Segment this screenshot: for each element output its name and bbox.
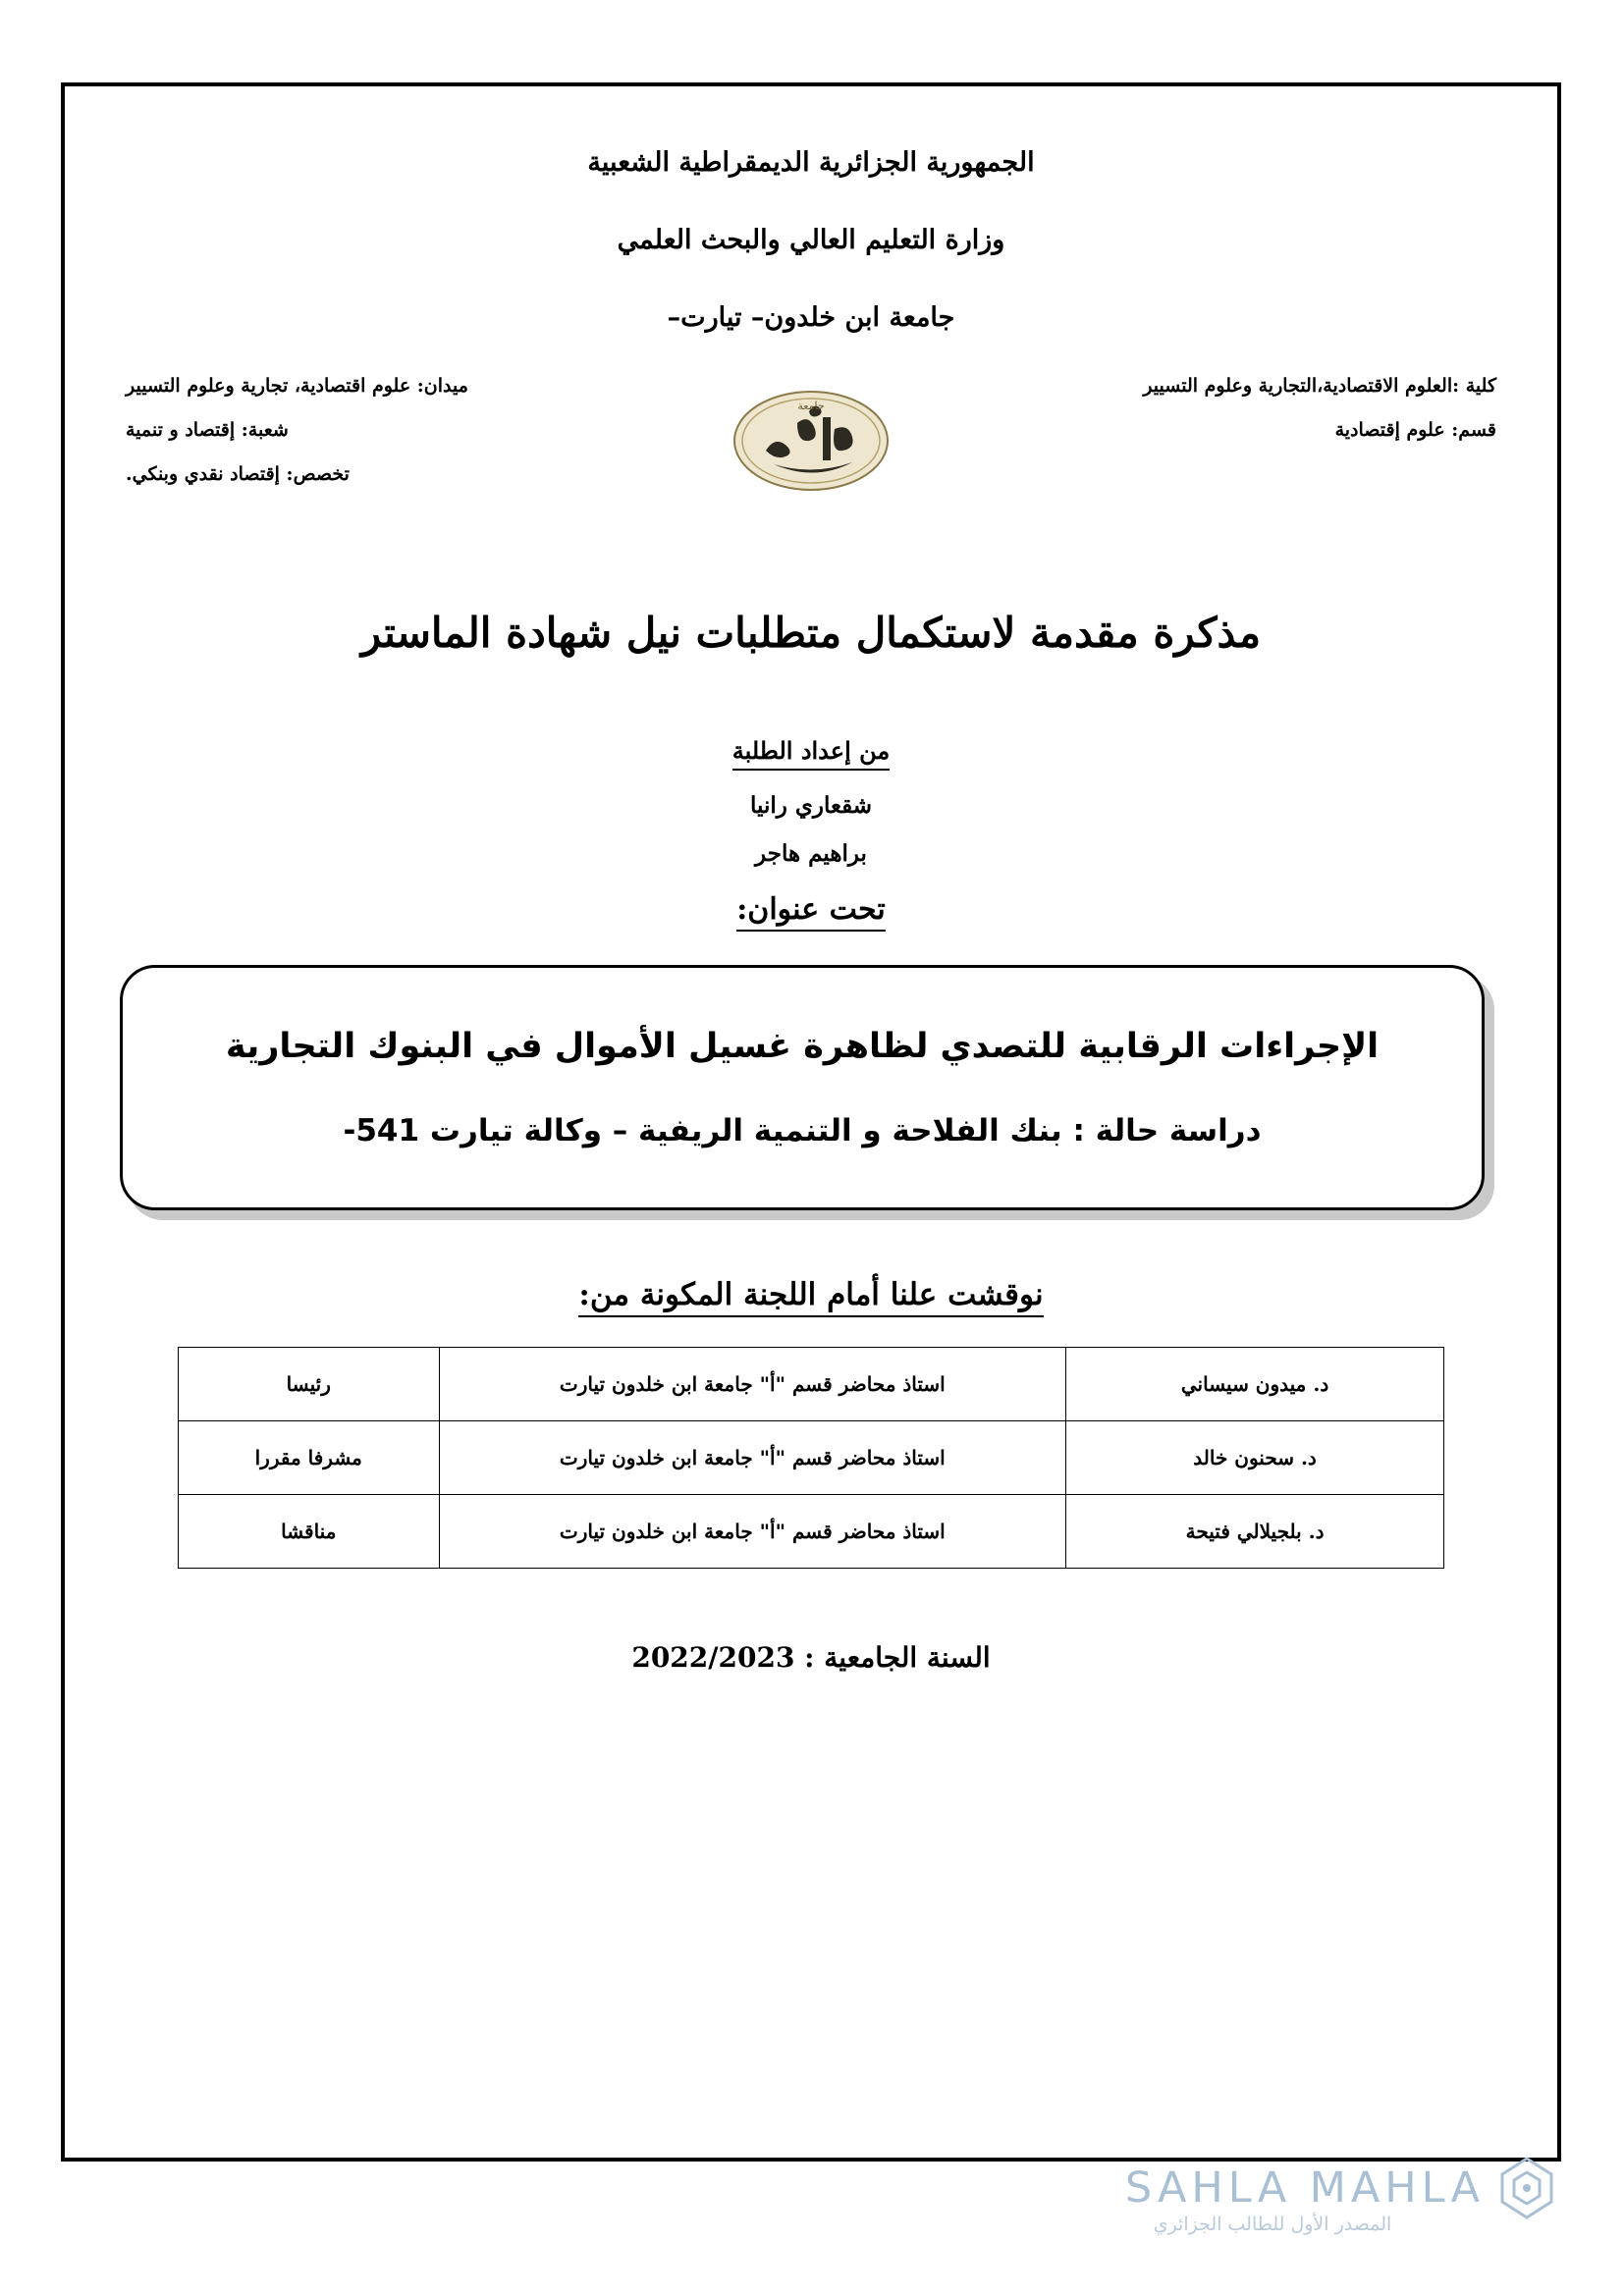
field-column xyxy=(120,364,548,496)
watermark-logo-icon xyxy=(1498,2157,1555,2219)
jury-label: نوقشت علنا أمام اللجنة المكونة من: xyxy=(578,1277,1043,1317)
ministry-line: وزارة التعليم العالي والبحث العلمي xyxy=(617,225,1005,256)
university-line: جامعة ابن خلدون– تيارت– xyxy=(667,302,955,334)
cover-content xyxy=(61,82,1561,2162)
jury-name: د. ميدون سيساني xyxy=(1066,1348,1444,1421)
republic-line: الجمهورية الجزائرية الديمقراطية الشعبية xyxy=(587,147,1035,178)
jury-name: د. بلجيلالي فتيحة xyxy=(1066,1495,1444,1569)
jury-role: مشرفا مقررا xyxy=(179,1421,440,1495)
jury-role: رئيسا xyxy=(179,1348,440,1421)
table-row xyxy=(179,1348,1444,1421)
watermark xyxy=(1045,2157,1555,2235)
speciality-line: تخصص: إقتصاد نقدي وبنكي. xyxy=(126,462,350,485)
svg-text:جامعة: جامعة xyxy=(797,400,825,413)
jury-role: مناقشا xyxy=(179,1495,440,1569)
table-row xyxy=(179,1495,1444,1569)
watermark-brand: SAHLA MAHLA xyxy=(1124,2163,1485,2213)
thesis-title-line1: الإجراءات الرقابية للتصدي لظاهرة غسيل الأموال في البنوك التجارية xyxy=(225,1027,1380,1067)
student-name-1: شقعاري رانيا xyxy=(750,792,872,820)
jury-rank: استاذ محاضر قسم "أ" جامعة ابن خلدون تيارت xyxy=(439,1348,1066,1421)
table-row xyxy=(179,1421,1444,1495)
jury-name: د. سحنون خالد xyxy=(1066,1421,1444,1495)
watermark-row xyxy=(1045,2157,1555,2219)
logo-container xyxy=(678,364,944,500)
under-title-label: تحت عنوان: xyxy=(736,892,886,932)
thesis-title-box xyxy=(120,965,1485,1210)
branch-line: شعبة: إقتصاد و تنمية xyxy=(126,418,289,441)
jury-rank: استاذ محاضر قسم "أ" جامعة ابن خلدون تيارت xyxy=(439,1421,1066,1495)
student-name-2: براهيم هاجر xyxy=(755,840,867,868)
academic-year: السنة الجامعية : 2022/2023 xyxy=(631,1641,991,1675)
faculty-column xyxy=(1074,364,1502,452)
thesis-title-box-wrapper xyxy=(120,965,1502,1220)
department-line: قسم: علوم إقتصادية xyxy=(1334,418,1496,441)
jury-rank: استاذ محاضر قسم "أ" جامعة ابن خلدون تيارت xyxy=(439,1495,1066,1569)
thesis-title-line2: دراسة حالة : بنك الفلاحة و التنمية الريفية – وكالة تيارت 541- xyxy=(343,1113,1262,1149)
university-seal-icon xyxy=(713,382,909,500)
page-title: مذكرة مقدمة لاستكمال متطلبات نيل شهادة الماستر xyxy=(360,609,1262,658)
faculty-line: كلية :العلوم الاقتصادية،التجارية وعلوم التسيير xyxy=(1143,375,1496,398)
institution-block xyxy=(120,364,1502,561)
jury-table xyxy=(178,1347,1444,1569)
domain-line: ميدان: علوم اقتصادية، تجارية وعلوم التسيير xyxy=(126,375,468,398)
watermark-tagline: المصدر الأول للطالب الجزائري xyxy=(1153,2214,1392,2235)
prepared-by-label: من إعداد الطلبة xyxy=(732,736,891,771)
